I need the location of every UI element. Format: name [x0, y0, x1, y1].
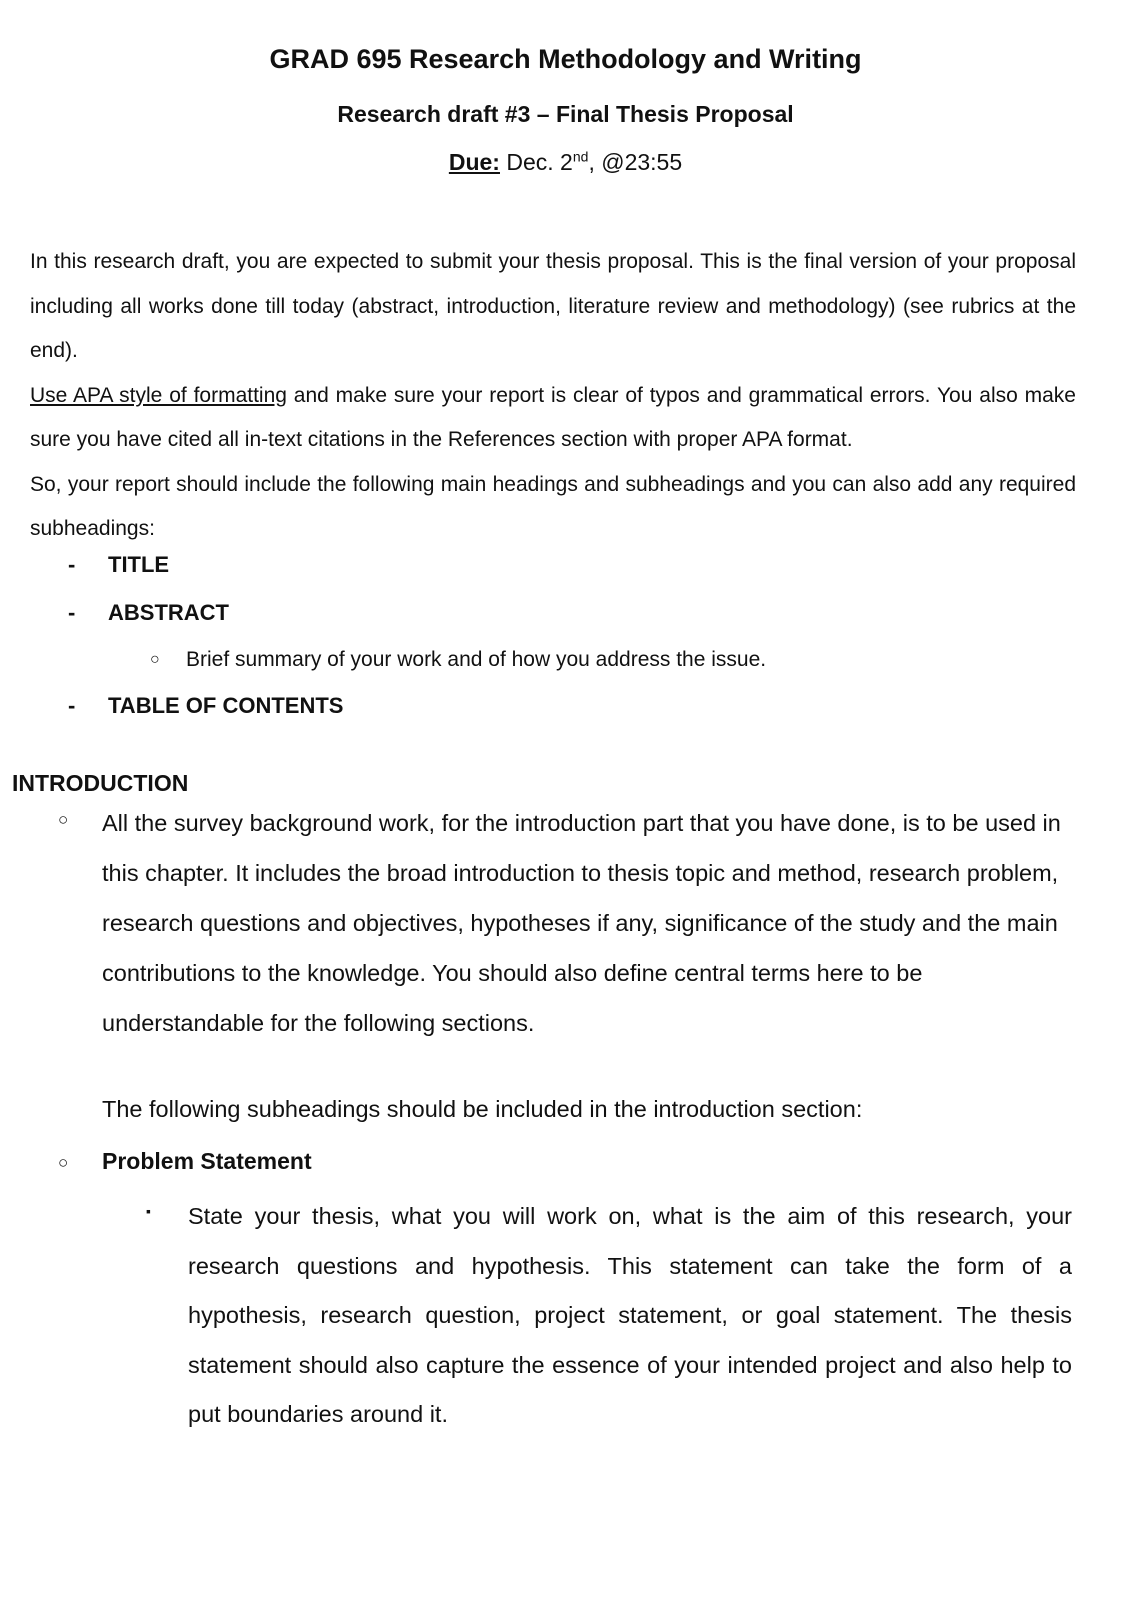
due-date: Dec. 2 — [499, 149, 573, 175]
due-line — [0, 149, 1131, 176]
circle-bullet-icon: ○ — [58, 1152, 69, 1172]
dash-bullet: - — [68, 552, 76, 577]
draft-title: Research draft #3 – Final Thesis Proposal — [337, 101, 794, 127]
intro-paragraphs — [30, 240, 1076, 552]
problem-statement-body: State your thesis, what you will work on, what is the aim of this research, your research questions and hypothesis. This statement can take the form of a hypothesis, research question, project statement, or goal statement. The thesis statement should also capture the essence of your intended project and also help to put boundaries around it. — [188, 1203, 1072, 1427]
intro-paragraph-1: In this research draft, you are expected to submit your thesis proposal. This is the final version of your proposal including all works done till today (abstract, introduction, literature review and methodology) (see rubrics at the end). — [30, 250, 1076, 362]
introduction-heading: INTRODUCTION — [12, 770, 189, 796]
square-bullet-icon: ▪ — [146, 1203, 151, 1219]
list-item-toc-label: TABLE OF CONTENTS — [108, 693, 344, 718]
intro-paragraph-2-rest: and make sure your report is clear of typos and grammatical errors. You also make sure you have cited all in-text citations in the References section with proper APA format. — [30, 383, 1076, 451]
list-item-abstract — [68, 600, 229, 626]
list-item-abstract-label: ABSTRACT — [108, 600, 229, 625]
subheadings-note: The following subheadings should be included in the introduction section: — [102, 1096, 863, 1122]
abstract-subitem-text: Brief summary of your work and of how you address the issue. — [186, 648, 767, 671]
list-item-title-label: TITLE — [108, 552, 170, 577]
introduction-item — [58, 798, 1078, 1048]
introduction-body: All the survey background work, for the introduction part that you have done, is to be used in this chapter. It includes the broad introduction to thesis topic and method, research problem, research questions and objectives, hypotheses if any, significance of the study and the main contributions to the knowledge. You should also define central terms here to be understandable for the following sections. — [102, 810, 1061, 1036]
course-title: GRAD 695 Research Methodology and Writing — [269, 44, 862, 74]
dash-bullet: - — [68, 693, 76, 718]
problem-statement-item — [146, 1192, 1072, 1440]
due-time: , @23:55 — [588, 149, 683, 175]
list-item-title — [68, 552, 169, 578]
problem-statement-label: Problem Statement — [102, 1148, 312, 1174]
intro-paragraph-2 — [30, 374, 1076, 463]
list-item-toc — [68, 693, 343, 719]
due-label: Due: — [448, 149, 500, 175]
intro-paragraph-3: So, your report should include the following main headings and subheadings and you can also add any required subheadings: — [30, 472, 1076, 540]
due-date-suffix: nd — [572, 148, 589, 165]
abstract-subitem — [150, 648, 766, 672]
problem-statement-heading — [58, 1148, 312, 1175]
circle-bullet-icon: ○ — [150, 651, 160, 669]
dash-bullet: - — [68, 600, 76, 625]
apa-style-text: Use APA style of formatting — [30, 383, 287, 407]
circle-bullet-icon: ○ — [58, 810, 69, 829]
